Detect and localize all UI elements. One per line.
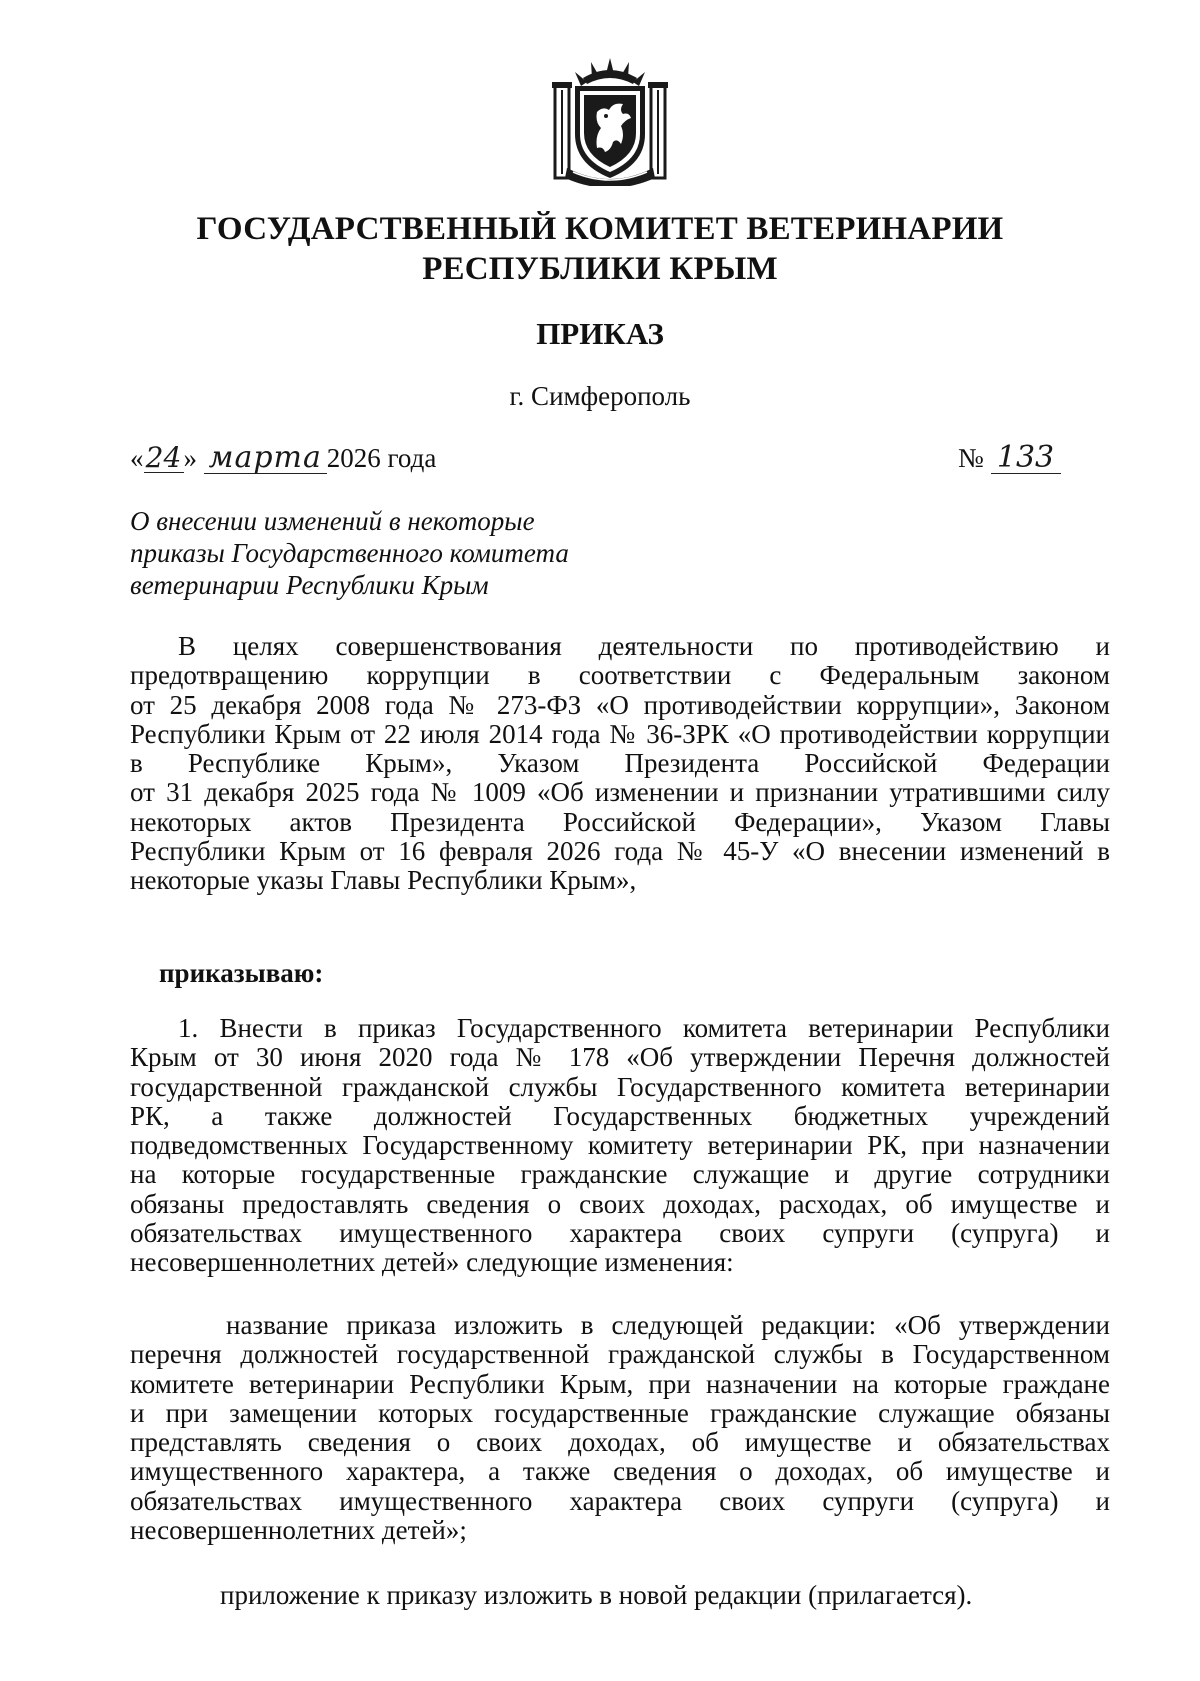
preamble-line: некоторых актов Президента Российской Федерации», Указом Главы <box>130 806 1110 837</box>
preamble-line: В целях совершенствования деятельности по противодействию и <box>178 631 1110 661</box>
item-1-sub-line: и при замещении которых государственные гражданские служащие обязаны <box>130 1397 1110 1428</box>
item-1-sub-line: имущественного характера, а также сведения о доходах, об имуществе и <box>130 1456 1110 1487</box>
item-1-line: государственной гражданской службы Государственного комитета ветеринарии <box>130 1071 1110 1102</box>
item-1-line: на которые государственные гражданские служащие и другие сотрудники <box>130 1159 1110 1190</box>
item-1-line: обязаны предоставлять сведения о своих доходах, расходах, об имуществе и <box>130 1188 1110 1219</box>
organization-name-line2: РЕСПУБЛИКИ КРЫМ <box>422 251 778 287</box>
order-directive-word: приказываю: <box>159 958 324 988</box>
handwritten-month: марта <box>204 443 327 474</box>
preamble-line: Республики Крым от 16 февраля 2026 года № 45-У «О внесении изменений в <box>130 836 1110 867</box>
preamble-paragraph <box>130 632 1110 896</box>
city-line: г. Симферополь <box>509 381 691 411</box>
subject-line: приказы Государственного комитета <box>130 538 569 568</box>
preamble-line: в Республике Крым», Указом Президента Российской Федерации <box>130 748 1110 779</box>
preamble-line: от 25 декабря 2008 года № 273-ФЗ «О противодействии коррупции», Законом <box>130 689 1110 720</box>
preamble-line: некоторые указы Главы Республики Крым», <box>130 865 637 896</box>
item-1-line: Крым от 30 июня 2020 года № 178 «Об утверждении Перечня должностей <box>130 1042 1110 1073</box>
date-open-quote: « <box>130 443 144 473</box>
item-1-line: РК, а также должностей Государственных бюджетных учреждений <box>130 1100 1110 1131</box>
preamble-line: предотвращению коррупции в соответствии с Федеральным законом <box>130 660 1110 691</box>
preamble-line: от 31 декабря 2025 года № 1009 «Об изменении и признании утратившими силу <box>130 777 1110 808</box>
item-1-sub-paragraph <box>130 1311 1110 1545</box>
item-1-line: подведомственных Государственному комитету ветеринарии РК, при назначении <box>130 1130 1110 1161</box>
date-close-quote: » <box>183 443 197 473</box>
item-1-sub-line: название приказа изложить в следующей редакции: «Об утверждении <box>226 1310 1110 1340</box>
item-1-line: обязательствах имущественного характера своих супруги (супруга) и <box>130 1218 1110 1249</box>
document-type-title: ПРИКАЗ <box>536 316 664 351</box>
date-year: 2026 года <box>326 443 437 473</box>
order-number <box>958 440 1061 475</box>
crimea-coat-of-arms-icon <box>551 56 669 186</box>
number-sign: № <box>958 443 984 473</box>
preamble-line: Республики Крым от 22 июля 2014 года № 36-ЗРК «О противодействии коррупции <box>130 718 1110 749</box>
item-1-line: 1. Внести в приказ Государственного комитета ветеринарии Республики <box>178 1013 1110 1043</box>
item-1-sub-line: представлять сведения о своих доходах, об имуществе и обязательствах <box>130 1427 1110 1458</box>
subject-line: ветеринарии Республики Крым <box>130 570 489 600</box>
subject-line: О внесении изменений в некоторые <box>130 506 535 536</box>
handwritten-number: 133 <box>991 443 1061 474</box>
order-date <box>130 440 437 475</box>
item-1-sub-line: комитете ветеринарии Республики Крым, при назначении на которые граждане <box>130 1368 1110 1399</box>
item-1-paragraph <box>130 1014 1110 1278</box>
item-1-sub-line: обязательствах имущественного характера своих супруги (супруга) и <box>130 1485 1110 1516</box>
order-subject <box>130 505 569 601</box>
organization-name-line1: ГОСУДАРСТВЕННЫЙ КОМИТЕТ ВЕТЕРИНАРИИ <box>196 211 1004 247</box>
handwritten-day: 24 <box>144 444 184 473</box>
item-1-sub-line: перечня должностей государственной гражданской службы в Государственном <box>130 1339 1110 1370</box>
item-1-line: несовершеннолетних детей» следующие изменения: <box>130 1247 734 1278</box>
item-1-sub-line: несовершеннолетних детей»; <box>130 1515 467 1546</box>
appendix-line: приложение к приказу изложить в новой редакции (прилагается). <box>220 1580 973 1610</box>
